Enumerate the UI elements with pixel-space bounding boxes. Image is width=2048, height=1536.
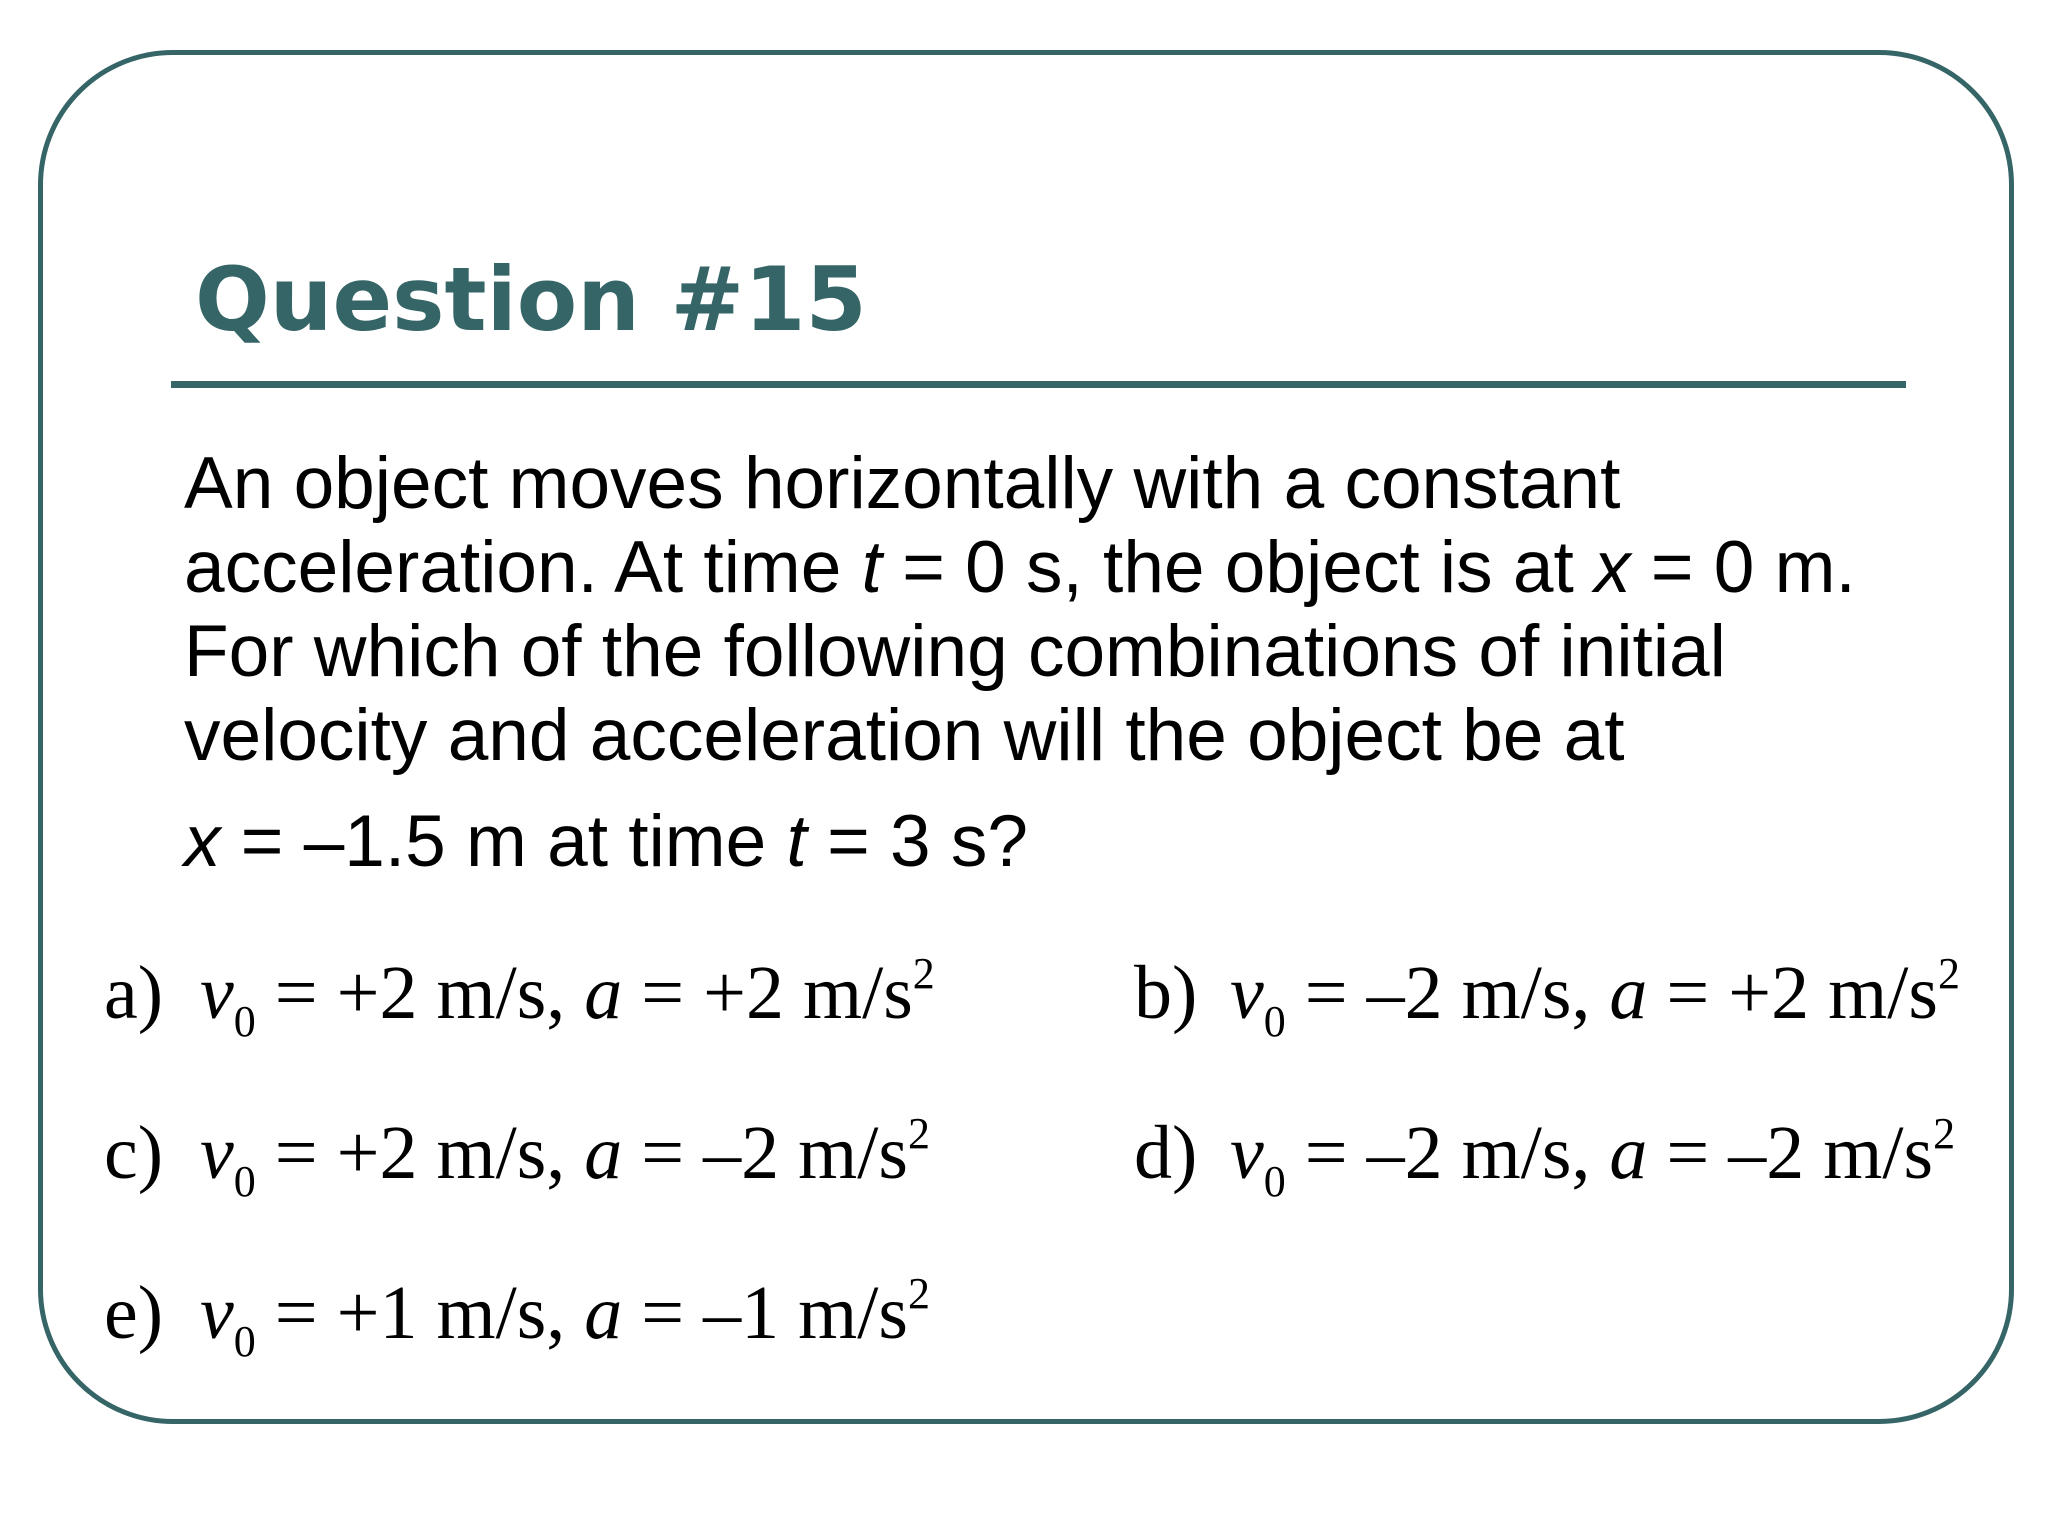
subscript: 0 [233,997,256,1046]
choice-letter: d) [1134,1111,1198,1195]
velocity-symbol: v [200,951,234,1035]
velocity-symbol: v [200,1111,234,1195]
superscript: 2 [912,949,935,998]
stem-text: = 3 s? [806,801,1028,882]
superscript: 2 [1933,1109,1956,1158]
title-divider [171,381,1906,388]
superscript: 2 [907,1109,930,1158]
stem-line-3: For which of the following combinations of initial [184,611,1726,692]
slide-title: Question #15 [195,248,867,351]
acceleration-value: = –2 m/s [1647,1111,1934,1195]
velocity-symbol: v [1230,1111,1264,1195]
acceleration-symbol: a [584,1111,623,1195]
acceleration-symbol: a [584,951,623,1035]
velocity-value: = +2 m/s, [255,1111,585,1195]
acceleration-value: = +2 m/s [1647,951,1938,1035]
choice-d[interactable] [1134,1108,1955,1227]
acceleration-value: = +2 m/s [622,951,913,1035]
acceleration-value: = –1 m/s [622,1271,908,1355]
velocity-symbol: v [1230,951,1264,1035]
stem-text: acceleration. At time [184,527,862,608]
velocity-value: = –2 m/s, [1285,951,1610,1035]
choice-letter: e) [104,1271,164,1355]
variable-x: x [1594,527,1631,608]
velocity-value: = +2 m/s, [255,951,585,1035]
choice-letter: b) [1134,951,1198,1035]
stem-text: = –1.5 m at time [220,801,787,882]
superscript: 2 [907,1269,930,1318]
choice-letter: a) [104,951,164,1035]
subscript: 0 [1263,997,1286,1046]
stem-line-4: velocity and acceleration will the object be at [184,695,1625,776]
superscript: 2 [1937,949,1960,998]
choice-e[interactable] [104,1268,930,1387]
stem-text: = 0 m. [1630,527,1856,608]
choice-c[interactable] [104,1108,930,1227]
choice-letter: c) [104,1111,164,1195]
acceleration-value: = –2 m/s [622,1111,908,1195]
stem-line-2 [184,526,1944,610]
choice-a[interactable] [104,948,935,1067]
question-stem [184,442,1944,778]
subscript: 0 [233,1157,256,1206]
stem-line-1: An object moves horizontally with a constant [184,443,1621,524]
variable-t: t [786,801,807,882]
choice-b[interactable] [1134,948,1960,1067]
stem-text: = 0 s, the object is at [881,527,1595,608]
velocity-value: = +1 m/s, [255,1271,585,1355]
acceleration-symbol: a [1609,951,1648,1035]
subscript: 0 [1263,1157,1286,1206]
subscript: 0 [233,1317,256,1366]
variable-t: t [861,527,882,608]
variable-x: x [184,801,221,882]
acceleration-symbol: a [1609,1111,1648,1195]
stem-line-5 [184,800,1028,884]
velocity-symbol: v [200,1271,234,1355]
acceleration-symbol: a [584,1271,623,1355]
velocity-value: = –2 m/s, [1285,1111,1610,1195]
